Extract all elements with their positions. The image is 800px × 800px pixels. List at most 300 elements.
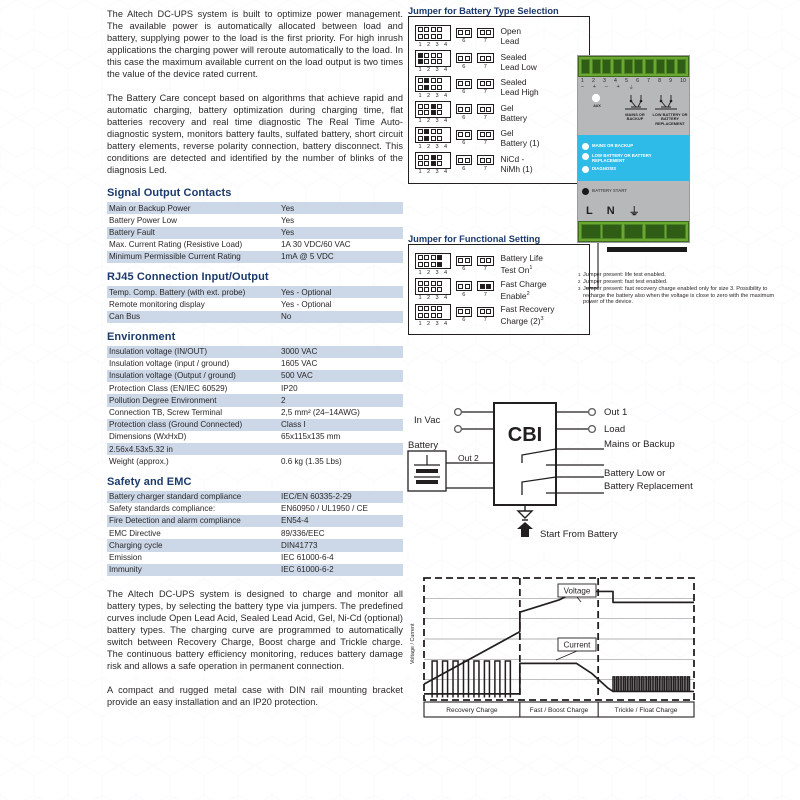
jumper-pin[interactable] [424, 53, 429, 58]
jumper-pin[interactable] [437, 27, 442, 32]
jumper-aux-label: 6 [462, 291, 466, 298]
terminal-number: 6 [636, 78, 639, 84]
annotation-leader [556, 651, 577, 660]
spec-key: Max. Current Rating (Resistive Load) [107, 239, 279, 251]
jumper-aux-label: 6 [462, 89, 466, 96]
jumper-pin[interactable] [424, 287, 429, 292]
jumper-row[interactable] [415, 76, 583, 99]
jumper-option-label: Fast Recovery Charge $(2)^3$ [500, 304, 555, 326]
spec-table [107, 346, 403, 468]
jumper-pin[interactable] [431, 281, 436, 286]
jumper-pin[interactable] [465, 132, 470, 137]
jumper-aux-label: 6 [462, 63, 466, 70]
table-row [107, 394, 403, 406]
led-label-lowbattery: LOW BATTERY OR BATTERY REPLACEMENT [592, 153, 652, 163]
jumper-pin[interactable] [437, 59, 442, 64]
jumper-pin[interactable] [431, 155, 436, 160]
jumper-pin[interactable] [431, 136, 436, 141]
jumper-pin[interactable] [458, 284, 463, 289]
jumper-pin[interactable] [424, 78, 429, 83]
jumper-pin[interactable] [458, 258, 463, 263]
din-rail-base [577, 245, 690, 259]
jumper-header-aux[interactable] [456, 28, 473, 45]
table-row [107, 407, 403, 419]
jumper-pin[interactable] [431, 161, 436, 166]
spec-table [107, 491, 403, 576]
spec-key: Battery charger standard compliance [107, 491, 279, 503]
jumper-header-main[interactable] [415, 304, 451, 327]
jumper-pin[interactable] [458, 56, 463, 61]
table-row [107, 491, 403, 503]
jumper-battery-title: Jumper for Battery Type Selection [408, 6, 559, 16]
jumper-pin[interactable] [437, 262, 442, 267]
jumper-pin[interactable] [437, 306, 442, 311]
table-row [107, 539, 403, 551]
jumper-pin[interactable] [424, 313, 429, 318]
jumper-pin[interactable] [431, 262, 436, 267]
jumper-pin[interactable] [418, 85, 423, 90]
spec-value: Yes [279, 202, 403, 214]
jumper-pin[interactable] [418, 110, 423, 115]
jumper-pin[interactable] [431, 34, 436, 39]
relay-label-mains: MAINS OR BACKUP [625, 112, 645, 122]
jumper-aux-label: 6 [462, 165, 466, 172]
jumper-pin[interactable] [465, 81, 470, 86]
spec-key: Pollution Degree Environment [107, 394, 279, 406]
jumper-header-aux[interactable] [456, 130, 473, 147]
jumper-header-main[interactable] [415, 50, 451, 73]
spec-key: Insulation voltage (Output / ground) [107, 370, 279, 382]
phase-label: Trickle / Float Charge [614, 707, 678, 714]
jumper-function-box [408, 244, 590, 335]
jumper-header-aux[interactable] [456, 104, 473, 121]
jumper-aux-label: 7 [483, 165, 487, 172]
led-label-batterystart: BATTERY START [592, 188, 627, 193]
spec-key: Insulation voltage (IN/OUT) [107, 346, 279, 358]
jumper-pin[interactable] [437, 255, 442, 260]
terminal-number: 8 [658, 78, 661, 84]
jumper-pin[interactable] [418, 78, 423, 83]
jumper-pin[interactable] [437, 78, 442, 83]
jumper-pin[interactable] [418, 161, 423, 166]
table-row [107, 564, 403, 576]
jumper-pin[interactable] [458, 132, 463, 137]
jumper-pin[interactable] [418, 53, 423, 58]
annotation-label: Current [563, 640, 591, 650]
jumper-pin[interactable] [431, 59, 436, 64]
label-battery: Battery [408, 440, 439, 451]
jumper-pin[interactable] [486, 309, 491, 314]
jumper-header-main[interactable] [415, 101, 451, 124]
jumper-option-label: Sealed Lead High [500, 77, 539, 97]
jumper-pin[interactable] [486, 56, 491, 61]
spec-value: EN60950 / UL1950 / CE [279, 503, 403, 515]
jumper-pin[interactable] [418, 255, 423, 260]
jumper-pin[interactable] [418, 104, 423, 109]
spec-value: 1mA @ 5 VDC [279, 251, 403, 263]
intro-paragraph-2: The Battery Care concept based on algorithms that achieve rapid and automatic charging, battery optimization during charging time, flat batteries recovery and real time diagnostic The Real Time Auto-diagnostic system, monitors battery faults, sulfated battery, short circuit battery elements, reverse polarity connection, battery disconnect. This conditions are detected and identified by the number of blinks of the diagnosis Led. [107, 92, 403, 176]
terminal-symbol [643, 84, 644, 91]
table-row [107, 239, 403, 251]
jumper-option-label: Sealed Lead Low [500, 51, 537, 72]
spec-value: DIN41773 [279, 539, 403, 551]
jumper-pin[interactable] [480, 56, 485, 61]
left-column [107, 8, 403, 719]
led-indicator-lowbattery [582, 153, 589, 160]
spec-key: Temp. Comp. Battery (with ext. probe) [107, 286, 279, 298]
jumper-pin[interactable] [418, 313, 423, 318]
jumper-row[interactable] [415, 304, 583, 327]
terminal-symbol [664, 84, 665, 91]
footnote-item [578, 286, 790, 306]
label-battery-replacement: Battery Replacement [604, 481, 693, 492]
terminal-symbol: + [616, 84, 620, 90]
jumper-row[interactable] [415, 127, 583, 150]
label-load: Load [604, 424, 626, 435]
jumper-pin[interactable] [437, 287, 442, 292]
spec-key: Dimensions (WxHxD) [107, 431, 279, 443]
jumper-pin[interactable] [458, 30, 463, 35]
jumper-pin[interactable] [437, 129, 442, 134]
jumper-pin[interactable] [458, 81, 463, 86]
jumper-aux-label: 7 [483, 140, 487, 147]
jumper-pin[interactable] [431, 129, 436, 134]
spec-key: Protection Class (EN/IEC 60529) [107, 382, 279, 394]
jumper-header-aux[interactable] [477, 53, 494, 70]
footnote-item [578, 279, 790, 286]
spec-key: Charging cycle [107, 539, 279, 551]
jumper-pin[interactable] [480, 30, 485, 35]
output-terminal-block [578, 56, 689, 77]
jumper-header-main[interactable] [415, 278, 451, 301]
jumper-header-main[interactable] [415, 25, 451, 48]
terminal-number: 9 [669, 78, 673, 84]
jumper-pin[interactable] [424, 59, 429, 64]
table-row [107, 298, 403, 310]
jumper-pin-labels: 1 2 3 4 [418, 92, 448, 99]
jumper-pin[interactable] [424, 255, 429, 260]
jumper-aux-label: 6 [462, 317, 466, 324]
jumper-pin-labels: 1 2 3 4 [418, 67, 448, 73]
table-row [107, 202, 403, 214]
jumper-pin-labels: 1 2 3 4 [418, 169, 448, 175]
spec-key: Can Bus [107, 311, 279, 323]
spec-table [107, 202, 403, 263]
button-battery-start[interactable] [582, 188, 589, 195]
jumper-pin[interactable] [486, 284, 491, 289]
jumper-pin-labels: 1 2 3 4 [418, 269, 448, 276]
jumper-pin[interactable] [424, 129, 429, 134]
spec-sections [107, 187, 403, 576]
table-row [107, 227, 403, 239]
led-row-diagnosis [582, 166, 685, 173]
table-row [107, 251, 403, 263]
footnote-marker: 1 [578, 272, 581, 277]
jumper-header-main[interactable] [415, 253, 451, 276]
jumper-pin[interactable] [437, 281, 442, 286]
jumper-pin[interactable] [486, 107, 491, 112]
table-row [107, 431, 403, 443]
jumper-row[interactable] [415, 50, 583, 73]
jumper-header-aux[interactable] [477, 155, 494, 172]
jumper-pin[interactable] [418, 136, 423, 141]
spec-key: Minimum Permissible Current Rating [107, 251, 279, 263]
jumper-row[interactable] [415, 25, 583, 48]
relay-schematic-zone [578, 91, 689, 135]
jumper-row[interactable] [415, 278, 583, 301]
jumper-option-label: Fast Charge Enable$^2$ [500, 278, 547, 301]
annotation-leader [577, 597, 581, 602]
led-indicator-diagnosis [582, 166, 589, 173]
mains-terminal-label: ⏚ [628, 206, 640, 218]
terminal-symbol: + [592, 84, 596, 90]
mains-terminal-label: L [586, 205, 593, 217]
cbi-block-diagram [406, 385, 706, 545]
phase-label: Recovery Charge [446, 707, 498, 714]
jumper-header-aux[interactable] [456, 155, 473, 172]
jumper-header-aux[interactable] [477, 256, 494, 273]
jumper-pin[interactable] [431, 306, 436, 311]
jumper-pin[interactable] [480, 258, 485, 263]
terminal-number: 10 [680, 78, 686, 84]
jumper-pin[interactable] [418, 129, 423, 134]
spec-key: Connection TB, Screw Terminal [107, 407, 279, 419]
label-start-from-battery: Start From Battery [540, 529, 618, 540]
jumper-pin[interactable] [431, 287, 436, 292]
jumper-pin[interactable] [465, 309, 470, 314]
section-title: RJ45 Connection Input/Output [107, 271, 269, 284]
jumper-header-main[interactable] [415, 127, 451, 150]
jumper-pin[interactable] [465, 30, 470, 35]
mains-terminal-labels [578, 202, 689, 221]
jumper-pin[interactable] [424, 34, 429, 39]
spec-key: 2.56x4.53x5.32 in [107, 443, 279, 455]
jumper-pin[interactable] [418, 27, 423, 32]
terminal-number: 5 [625, 78, 628, 84]
footnote-text: Jumper present: fast test enabled. [583, 279, 668, 286]
terminal-symbol: – [581, 84, 584, 90]
phase-label: Fast / Boost Charge [529, 707, 589, 714]
spec-value: EN54-4 [279, 515, 403, 527]
relay-label-lowbatt: LOW BATTERY OR BATTERY REPLACEMENT [652, 112, 688, 126]
jumper-pin[interactable] [424, 110, 429, 115]
jumper-aux-label: 6 [462, 266, 466, 273]
jumper-header-aux[interactable] [456, 307, 473, 324]
jumper-aux-label: 7 [483, 317, 487, 324]
jumper-pin[interactable] [418, 59, 423, 64]
jumper-pin[interactable] [431, 255, 436, 260]
jumper-pin[interactable] [431, 110, 436, 115]
jumper-pin[interactable] [424, 85, 429, 90]
jumper-pin[interactable] [486, 30, 491, 35]
jumper-pin[interactable] [437, 155, 442, 160]
jumper-row[interactable] [415, 152, 583, 175]
jumper-aux-label: 7 [483, 63, 487, 70]
table-row [107, 419, 403, 431]
jumper-pin[interactable] [424, 306, 429, 311]
jumper-pin[interactable] [431, 85, 436, 90]
spec-key: Safety standards compliance: [107, 503, 279, 515]
jumper-pin[interactable] [418, 287, 423, 292]
jumper-pin[interactable] [418, 262, 423, 267]
jumper-pin[interactable] [437, 53, 442, 58]
table-row [107, 455, 403, 467]
jumper-function-title: Jumper for Functional Setting [408, 234, 541, 244]
jumper-pin[interactable] [486, 132, 491, 137]
terminal-symbol [653, 84, 654, 91]
led-label-mains: MAINS OR BACKUP [592, 143, 634, 148]
jumper-pin[interactable] [465, 258, 470, 263]
jumper-pin[interactable] [424, 262, 429, 267]
current-pulse-train [613, 677, 689, 692]
jumper-aux-label: 7 [483, 266, 487, 273]
jumper-pin[interactable] [437, 136, 442, 141]
chart-annotation [558, 584, 596, 602]
footnotes-block [578, 272, 790, 306]
jumper-header-main[interactable] [415, 152, 451, 175]
jumper-pin[interactable] [480, 107, 485, 112]
jumper-header-aux[interactable] [477, 307, 494, 324]
jumper-pin[interactable] [486, 81, 491, 86]
jumper-pin[interactable] [431, 104, 436, 109]
jumper-pin[interactable] [418, 155, 423, 160]
table-row [107, 286, 403, 298]
jumper-row[interactable] [415, 101, 583, 124]
jumper-pin[interactable] [424, 161, 429, 166]
jumper-aux-label: 7 [483, 38, 487, 45]
jumper-pin[interactable] [458, 107, 463, 112]
jumper-header-main[interactable] [415, 76, 451, 99]
jumper-aux-label: 7 [483, 291, 487, 298]
spec-value: IP20 [279, 382, 403, 394]
section-title: Signal Output Contacts [107, 187, 232, 200]
jumper-header-aux[interactable] [456, 281, 473, 298]
jumper-aux-label: 7 [483, 114, 487, 121]
footnote-marker: 3 [578, 286, 581, 292]
jumper-pin[interactable] [431, 78, 436, 83]
jumper-pin[interactable] [458, 309, 463, 314]
jumper-header-aux[interactable] [456, 53, 473, 70]
jumper-pin[interactable] [437, 161, 442, 166]
table-row [107, 552, 403, 564]
jumper-header-aux[interactable] [456, 79, 473, 96]
terminal-symbol [674, 84, 675, 91]
jumper-pin[interactable] [480, 158, 485, 163]
jumper-pin[interactable] [418, 281, 423, 286]
spec-value: Class I [279, 419, 403, 431]
label-mains-or-backup: Mains or Backup [604, 439, 675, 450]
label-battery-low: Battery Low or [604, 468, 666, 479]
intro-paragraph-1: The Altech DC-UPS system is built to optimize power management. The available power is automatically allocated between load and battery, supplying power to the load is the first priority. For high inrush applications the charging power will reroute automatically to the load. In this case the maximum available current on the load output is two times the value of the device rated current. [107, 9, 403, 80]
spec-value: Yes [279, 214, 403, 226]
jumper-pin-labels: 1 2 3 4 [418, 295, 448, 301]
terminal-numbers [578, 77, 689, 84]
jumper-pin[interactable] [480, 132, 485, 137]
jumper-pin[interactable] [431, 53, 436, 58]
jumper-pin[interactable] [480, 81, 485, 86]
jumper-pin[interactable] [437, 85, 442, 90]
table-row [107, 346, 403, 358]
jumper-pin[interactable] [465, 284, 470, 289]
jumper-pin[interactable] [480, 309, 485, 314]
jumper-pin[interactable] [437, 313, 442, 318]
terminal-number: 7 [647, 78, 650, 84]
jumper-pin[interactable] [465, 56, 470, 61]
terminal-number: 4 [614, 78, 617, 84]
jumper-option-label: Gel Battery (1) [500, 128, 540, 148]
y-axis-label: Voltage / Current [410, 623, 416, 664]
jumper-pin[interactable] [424, 136, 429, 141]
jumper-pin[interactable] [431, 313, 436, 318]
jumper-pin-labels: 1 2 3 4 [418, 41, 448, 48]
spec-value: IEC/EN 60335-2-29 [279, 491, 403, 503]
jumper-pin[interactable] [465, 107, 470, 112]
annotation-label: Voltage [563, 586, 591, 596]
jumper-header-aux[interactable] [477, 130, 494, 147]
spec-key: Battery Fault [107, 227, 279, 239]
jumper-pin[interactable] [424, 104, 429, 109]
led-row-lowbattery [582, 153, 685, 163]
jumper-pin[interactable] [437, 110, 442, 115]
table-row [107, 527, 403, 539]
jumper-row[interactable] [415, 253, 583, 276]
jumper-pin[interactable] [424, 281, 429, 286]
spec-value: 1A 30 VDC/60 VAC [279, 239, 403, 251]
jumper-battery-box [408, 16, 590, 184]
outro-paragraph-1: The Altech DC-UPS system is designed to charge and monitor all battery types, by selecting the battery type via jumpers. The predefined curves include Open Lead Acid, Sealed Lead Acid, Gel, Ni-Cd (optional) battery types. The charging curve are programmed to automatically switch between Recovery Charge, Boost charge and Trickle charge. The continuous battery efficiency monitoring, reduces battery damage risk and allows a safe operation in permanent connection. [107, 588, 403, 672]
spec-value: IEC 61000-6-2 [279, 564, 403, 576]
jumper-aux-label: 6 [462, 38, 466, 45]
jumper-pin[interactable] [431, 27, 436, 32]
jumper-pin-labels: 1 2 3 4 [418, 118, 448, 124]
jumper-header-aux[interactable] [477, 281, 494, 298]
device-illustration [577, 55, 690, 259]
led-row-mains [582, 143, 685, 150]
terminal-number: 1 [581, 78, 584, 84]
spec-table [107, 286, 403, 323]
jumper-option-label: Open Lead [500, 26, 521, 46]
led-panel [578, 135, 689, 181]
jumper-pin[interactable] [437, 104, 442, 109]
spec-key: Emission [107, 552, 279, 564]
jumper-pin[interactable] [424, 155, 429, 160]
footnote-text: Jumper present: fast recovery charge enabled only for size 3. Possibility to recharge the battery also when the voltage is close to zero with the maximum power of the device. [583, 286, 775, 306]
jumper-pin[interactable] [486, 158, 491, 163]
jumper-pin[interactable] [424, 27, 429, 32]
jumper-header-aux[interactable] [456, 256, 473, 273]
jumper-pin[interactable] [465, 158, 470, 163]
jumper-header-aux[interactable] [477, 79, 494, 96]
charging-curve-chart [406, 572, 698, 737]
label-out2: Out 2 [458, 453, 479, 463]
spec-value: 2 [279, 394, 403, 406]
jumper-aux-label: 7 [483, 89, 487, 96]
jumper-pin[interactable] [418, 34, 423, 39]
spec-value: No [279, 311, 403, 323]
jumper-header-aux[interactable] [477, 28, 494, 45]
jumper-pin[interactable] [418, 306, 423, 311]
jumper-option-label: NiCd - NiMh (1) [500, 153, 533, 174]
jumper-pin[interactable] [480, 284, 485, 289]
jumper-header-aux[interactable] [477, 104, 494, 121]
chart-annotation [556, 638, 596, 660]
jumper-function-panel [408, 234, 590, 335]
mains-terminal-label: N [606, 205, 615, 217]
jumper-pin[interactable] [458, 158, 463, 163]
jumper-pin[interactable] [437, 34, 442, 39]
jumper-option-label: Battery Life Test On$^1$ [500, 253, 543, 275]
jumper-pin[interactable] [486, 258, 491, 263]
